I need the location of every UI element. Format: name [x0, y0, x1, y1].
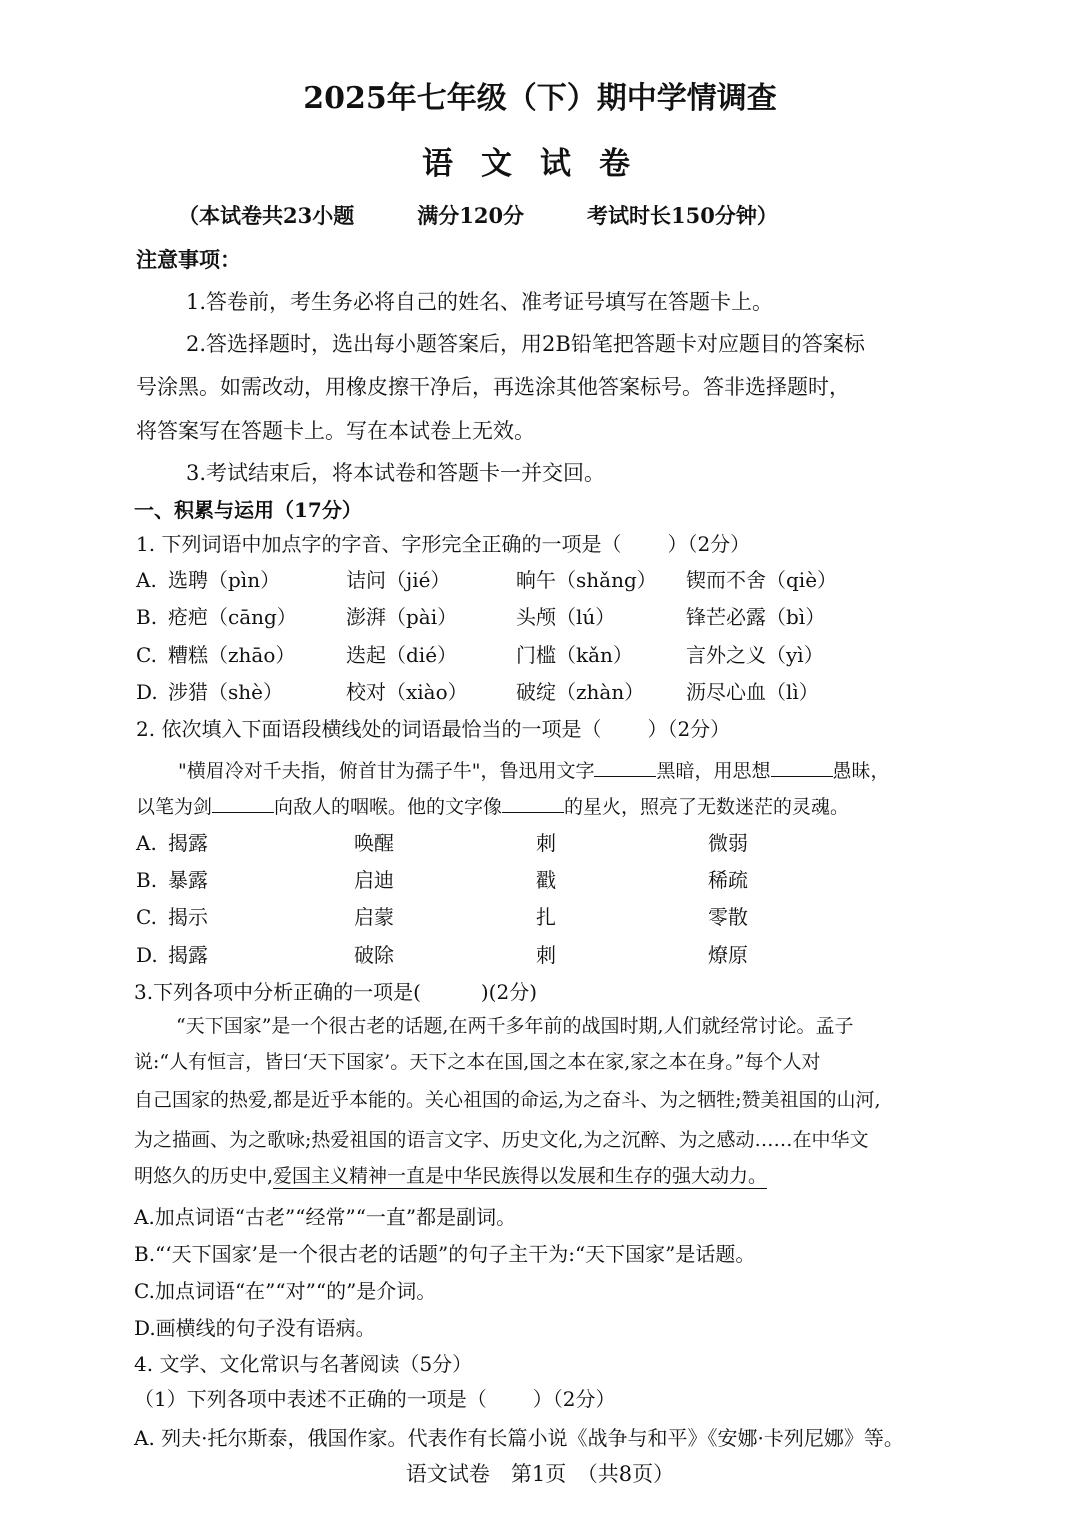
q4-sub1-prompt: （1）下列各项中表述不正确的一项是（ ）（2分） — [134, 1387, 616, 1411]
exam-subtitle: 语文试卷 — [422, 146, 658, 182]
q3-passage-line-1: “天下国家”是一个很古老的话题,在两千多年前的战国时期,人们就经常讨论。孟子 — [176, 1015, 854, 1037]
note-2-line-2: 号涂黑。如需改动，用橡皮擦干净后，再选涂其他答案标号。答非选择题时， — [136, 375, 850, 399]
note-3: 3.考试结束后，将本试卷和答题卡一并交回。 — [186, 461, 606, 485]
q2-option-b: B. 暴露 启迪 戳 稀疏 — [136, 868, 748, 892]
q3-option-b: B.“‘天下国家’是一个很古老的话题”的句子主干为:“天下国家”是话题。 — [134, 1242, 756, 1266]
q4-heading: 4. 文学、文化常识与名著阅读（5分） — [134, 1352, 473, 1376]
q3-passage-line-4: 为之描画、为之歌咏;热爱祖国的语言文字、历史文化,为之沉醉、为之感动……在中华文 — [134, 1129, 869, 1151]
q2-option-d: D. 揭露 破除 刺 燎原 — [136, 943, 748, 967]
q3-passage-line-3: 自己国家的热爱,都是近乎本能的。关心祖国的命运,为之奋斗、为之牺牲;赞美祖国的山河, — [134, 1089, 881, 1111]
note-2-line-3: 将答案写在答题卡上。写在本试卷上无效。 — [136, 419, 535, 443]
q2-passage-line-2: 以笔为剑 向敌人的咽喉。他的文字像 的星火，照亮了无数迷茫的灵魂。 — [136, 796, 850, 818]
q1-option-a: A. 选聘（pìn） 诘问（jié） 晌午（shǎng） 锲而不舍（qiè） — [136, 568, 838, 592]
q2-option-a: A. 揭露 唤醒 刺 微弱 — [136, 831, 748, 855]
note-2-line-1: 2.答选择题时，选出每小题答案后，用2B铅笔把答题卡对应题目的答案标 — [186, 332, 865, 356]
q2-passage-line-1: "横眉冷对千夫指，俯首甘为孺子牛"，鲁迅用文字 黑暗，用思想 愚昧， — [178, 760, 890, 782]
note-1: 1.答卷前，考生务必将自己的姓名、准考证号填写在答题卡上。 — [186, 290, 774, 314]
q3-option-a: A.加点词语“古老”“经常”“一直”都是副词。 — [134, 1205, 517, 1229]
q3-passage-line-5: 明悠久的历史中,爱国主义精神一直是中华民族得以发展和生存的强大动力。 — [134, 1165, 768, 1187]
exam-info: （本试卷共23小题 满分120分 考试时长150分钟） — [178, 203, 778, 228]
q3-passage-line-2: 说:“人有恒言，皆曰‘天下国家’。天下之本在国,国之本在家,家之本在身。”每个人对 — [134, 1051, 821, 1073]
q2-option-c: C. 揭示 启蒙 扎 零散 — [136, 905, 748, 929]
underlined-sentence: 爱国主义精神一直是中华民族得以发展和生存的强大动力。 — [273, 1165, 768, 1187]
q1-option-d: D. 涉猎（shè） 校对（xiào） 破绽（zhàn） 沥尽心血（lì） — [136, 680, 819, 704]
q4-option-a: A. 列夫·托尔斯泰，俄国作家。代表作有长篇小说《战争与和平》《安娜·卡列尼娜》等。 — [134, 1426, 904, 1450]
q1-option-c: C. 糟糕（zhāo） 迭起（dié） 门槛（kǎn） 言外之义（yì） — [136, 643, 824, 667]
q1-prompt: 1. 下列词语中加点字的字音、字形完全正确的一项是（ ）（2分） — [136, 532, 751, 556]
q3-prompt: 3.下列各项中分析正确的一项是( )(2分) — [134, 980, 538, 1004]
section-1-heading: 一、积累与运用（17分） — [134, 498, 362, 522]
q3-option-d: D.画横线的句子没有语病。 — [134, 1316, 376, 1340]
q3-option-c: C.加点词语“在”“对”“的”是介词。 — [134, 1279, 437, 1303]
page-footer: 语文试卷 第1页 （共8页） — [405, 1462, 675, 1486]
q1-option-b: B. 疮疤（cāng） 澎湃（pài） 头颅（lú） 锋芒必露（bì） — [136, 605, 826, 629]
q2-prompt: 2. 依次填入下面语段横线处的词语最恰当的一项是（ ）（2分） — [136, 717, 731, 741]
notes-heading: 注意事项： — [136, 247, 241, 272]
exam-title: 2025年七年级（下）期中学情调查 — [303, 81, 777, 116]
